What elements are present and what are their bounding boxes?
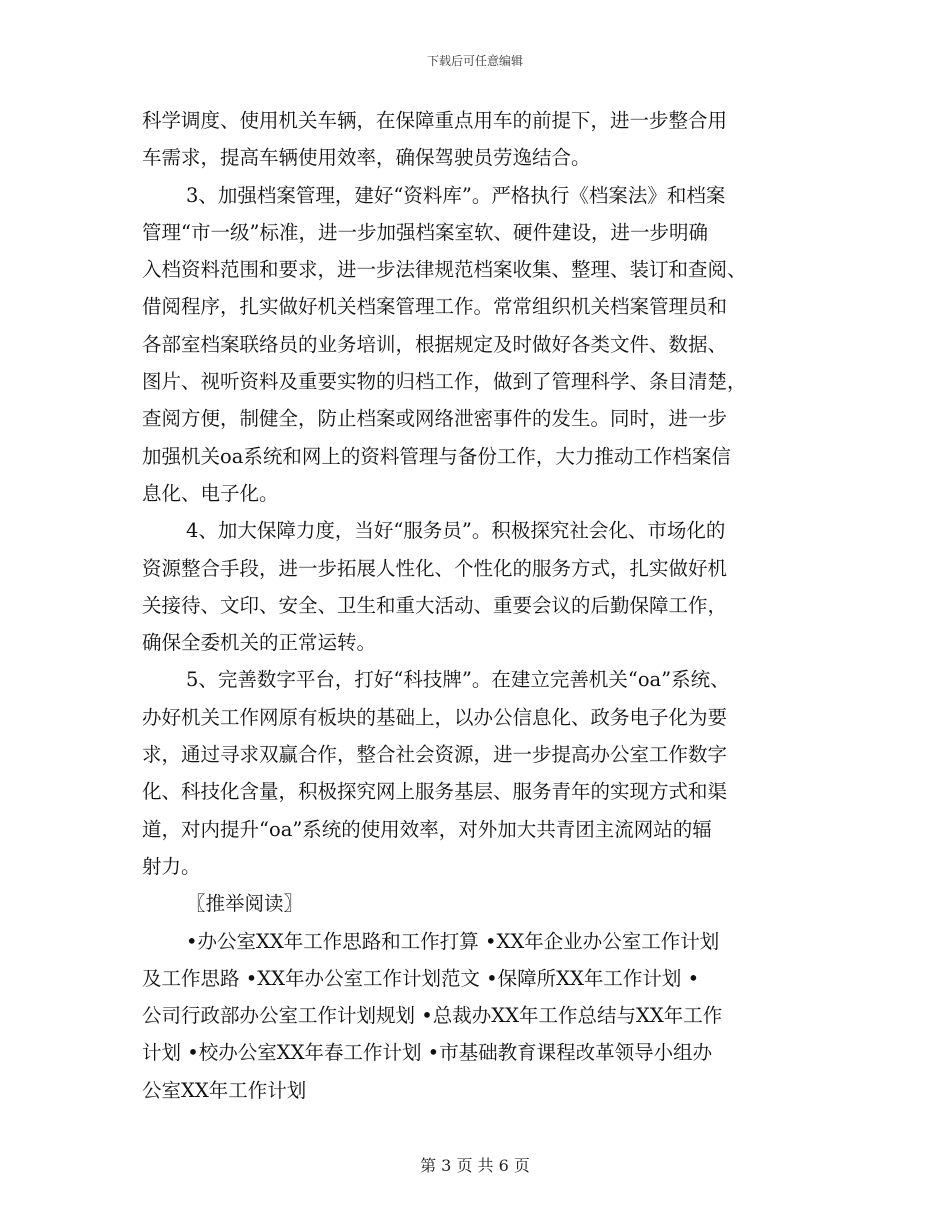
body-line: 各部室档案联络员的业务培训，根据规定及时做好各类文件、数据、: [142, 332, 728, 356]
section-heading-line: 5、完善数字平台，打好“科技牌”。在建立完善机关“oa”系统、: [186, 668, 730, 692]
body-line: 管理“市一级”标准，进一步加强档案室软、硬件建设，进一步明确: [142, 220, 708, 244]
body-line: 息化、电子化。: [142, 481, 279, 505]
section-heading-line: 3、加强档案管理，建好“资料库”。严格执行《档案法》和档案: [186, 183, 726, 207]
body-line: 射力。: [142, 854, 201, 878]
body-line: 入档资料范围和要求，进一步法律规范档案收集、整理、装订和查阅、: [142, 258, 747, 282]
body-line: 借阅程序，扎实做好机关档案管理工作。常常组织机关档案管理员和: [142, 295, 728, 319]
recommended-reading-line: 公室XX年工作计划: [142, 1078, 307, 1102]
body-line: 化、科技化含量，积极探究网上服务基层、服务青年的实现方式和渠: [142, 780, 728, 804]
document-body: [142, 102, 812, 1109]
body-line: 图片、视听资料及重要实物的归档工作，做到了管理科学、条目清楚，: [142, 370, 747, 394]
body-line: 科学调度、使用机关车辆，在保障重点用车的前提下，进一步整合用: [142, 109, 728, 132]
body-line: 办好机关工作网原有板块的基础上，以办公信息化、政务电子化为要: [142, 705, 728, 729]
body-line: 关接待、文印、安全、卫生和重大活动、重要会议的后勤保障工作，: [142, 593, 728, 617]
body-line: 求，通过寻求双赢合作，整合社会资源，进一步提高办公室工作数字: [142, 743, 728, 767]
body-line: 资源整合手段，进一步拓展人性化、个性化的服务方式，扎实做好机: [142, 556, 728, 580]
body-line: 车需求，提高车辆使用效率，确保驾驶员劳逸结合。: [142, 146, 591, 170]
recommended-reading-line: •办公室XX年工作思路和工作打算 •XX年企业办公室工作计划: [186, 929, 720, 953]
page-header: 下载后可任意编辑: [426, 54, 523, 68]
body-line: 查阅方便，制健全，防止档案或网络泄密事件的发生。同时，进一步: [142, 407, 728, 431]
section-heading-line: 4、加大保障力度，当好“服务员”。积极探究社会化、市场化的: [186, 519, 726, 543]
recommended-reading-line: 及工作思路 •XX年办公室工作计划范文 •保障所XX年工作计划 •: [142, 966, 700, 990]
recommended-reading-heading: 〖推举阅读〗: [186, 892, 304, 916]
recommended-reading-line: 计划 •校办公室XX年春工作计划 •市基础教育课程改革领导小组办: [142, 1041, 713, 1065]
body-line: 确保全委机关的正常运转。: [142, 631, 377, 655]
page-number-footer: 第 3 页 共 6 页: [420, 1156, 530, 1175]
body-line: 加强机关oa系统和网上的资料管理与备份工作，大力推动工作档案信: [142, 444, 731, 468]
recommended-reading-line: 公司行政部办公室工作计划规划 •总裁办XX年工作总结与XX年工作: [142, 1004, 723, 1028]
body-line: 道，对内提升“oa”系统的使用效率，对外加大共青团主流网站的辐: [142, 817, 712, 841]
